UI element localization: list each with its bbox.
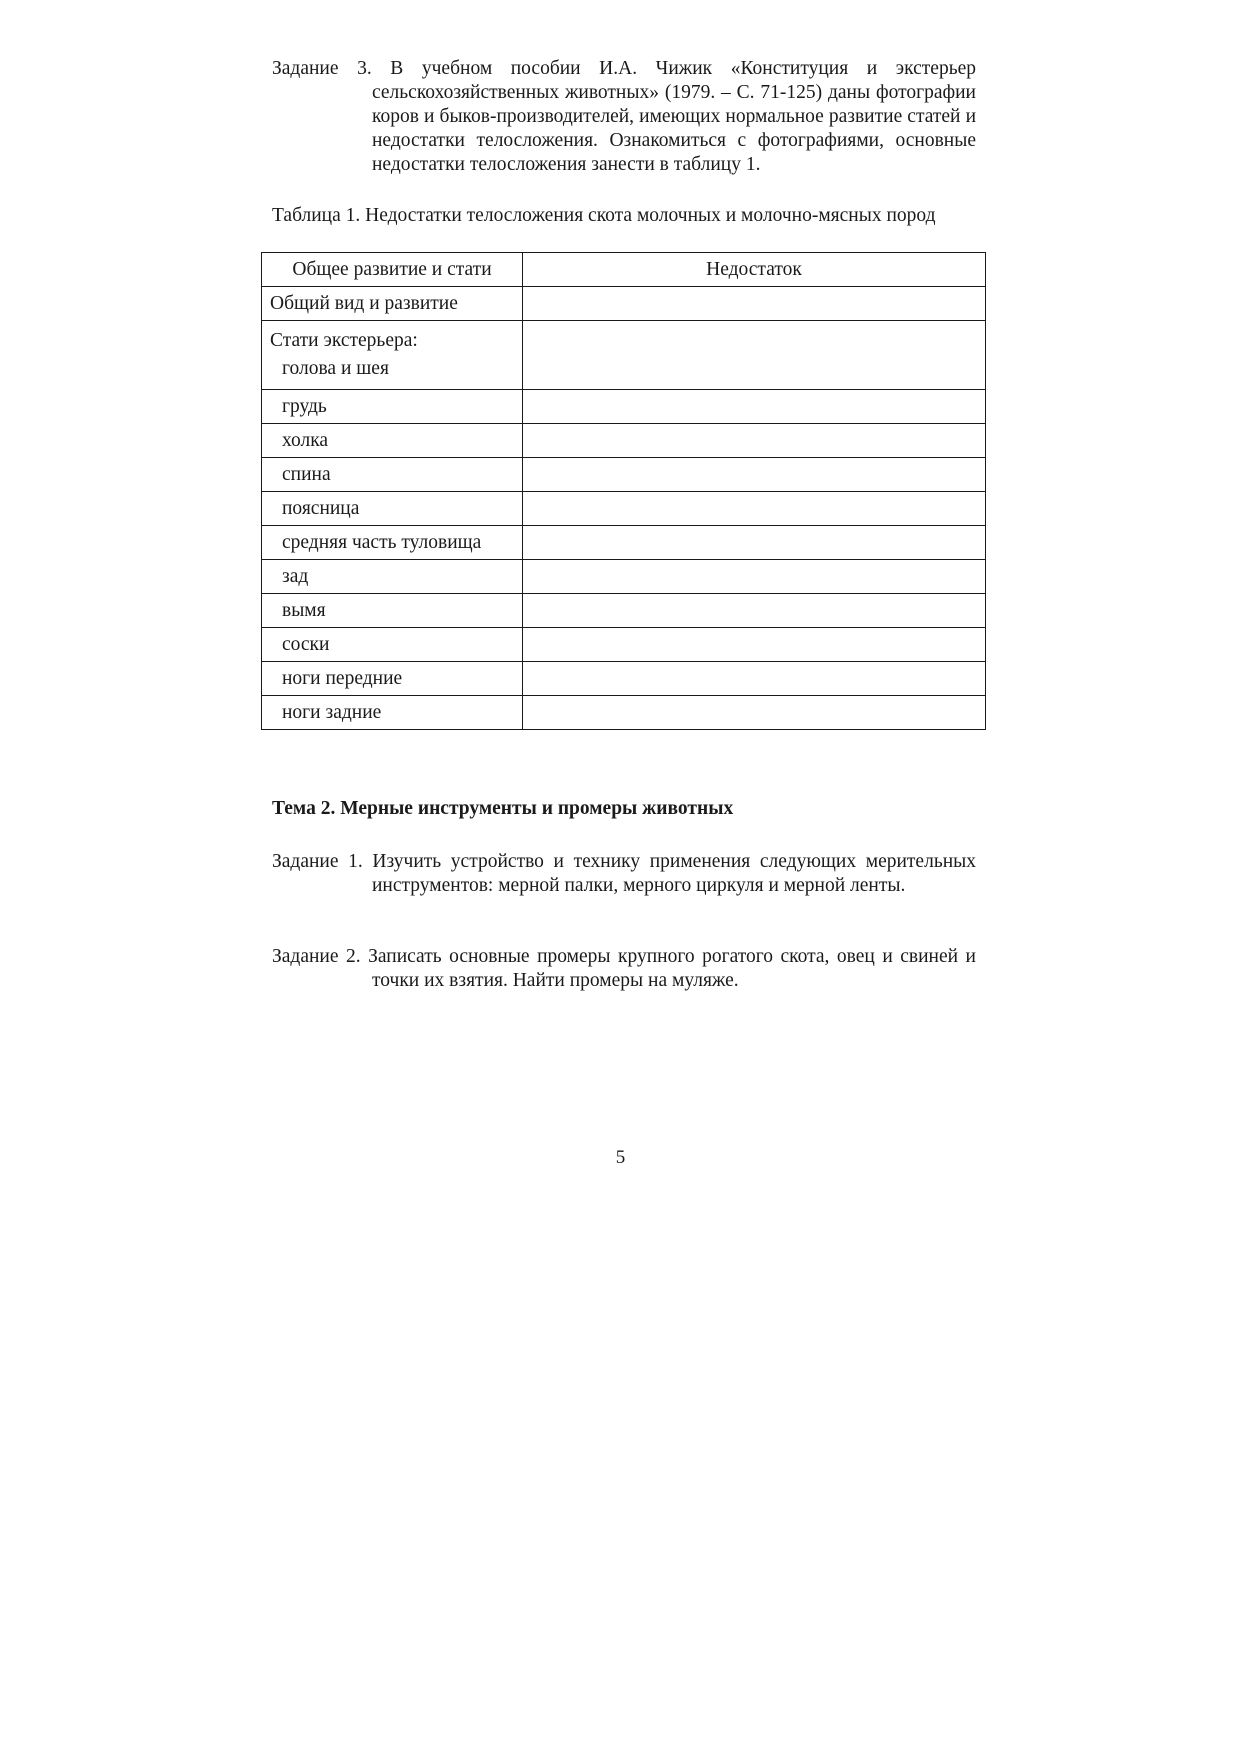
table-row <box>262 662 986 696</box>
row-deficiency-cell <box>523 492 986 526</box>
task-3-text: Задание 3. В учебном пособии И.А. Чижик «Конституция и экстерьер сельскохозяйственных животных» (1979. – С. 71-125) даны фотографии коров и быков-производителей, имеющих нормальное развитие статей и недостатки телосложения. Ознакомиться с фотографиями, основные недостатки телосложения занести в таблицу 1. <box>272 58 976 175</box>
row-deficiency-cell <box>523 560 986 594</box>
table-row <box>262 594 986 628</box>
row-label-general: Общий вид и развитие <box>262 287 523 321</box>
table-row <box>262 287 986 321</box>
topic-2-task-1-text: Задание 1. Изучить устройство и технику применения следующих мерительных инструментов: мерной палки, мерного циркуля и мерной ленты. <box>272 851 976 896</box>
table-row <box>262 560 986 594</box>
part-label: зад <box>262 560 523 594</box>
deficiency-table <box>261 252 986 730</box>
row-deficiency-cell <box>523 321 986 390</box>
part-label: ноги передние <box>262 662 523 696</box>
part-label: спина <box>262 458 523 492</box>
topic-2-task-2-text: Задание 2. Записать основные промеры крупного рогатого скота, овец и свиней и точки их взятия. Найти промеры на муляже. <box>272 946 976 991</box>
row-deficiency-cell <box>523 594 986 628</box>
table-caption: Таблица 1. Недостатки телосложения скота молочных и молочно-мясных пород <box>272 205 936 226</box>
row-deficiency-cell <box>523 287 986 321</box>
row-deficiency-cell <box>523 390 986 424</box>
topic-2-task-2 <box>272 945 976 993</box>
table-row <box>262 424 986 458</box>
table-row <box>262 526 986 560</box>
row-label-parts <box>262 321 523 390</box>
part-label: соски <box>262 628 523 662</box>
table-row <box>262 321 986 390</box>
table-row <box>262 628 986 662</box>
table-row <box>262 458 986 492</box>
row-deficiency-cell <box>523 526 986 560</box>
part-label: средняя часть туловища <box>262 526 523 560</box>
page-number: 5 <box>615 1147 626 1168</box>
header-deficiency: Недостаток <box>523 253 986 287</box>
task-3-paragraph <box>272 57 976 177</box>
row-deficiency-cell <box>523 424 986 458</box>
table-row <box>262 696 986 730</box>
part-label: грудь <box>262 390 523 424</box>
row-deficiency-cell <box>523 458 986 492</box>
part-label: поясница <box>262 492 523 526</box>
part-label: холка <box>262 424 523 458</box>
part-label: вымя <box>262 594 523 628</box>
part-label: голова и шея <box>282 358 389 379</box>
row-deficiency-cell <box>523 628 986 662</box>
row-deficiency-cell <box>523 696 986 730</box>
row-deficiency-cell <box>523 662 986 696</box>
table-header-row <box>262 253 986 287</box>
parts-label: Стати экстерьера: <box>270 330 418 351</box>
topic-2-task-1 <box>272 850 976 898</box>
table-row <box>262 390 986 424</box>
header-general-development: Общее развитие и стати <box>262 253 523 287</box>
topic-2-heading: Тема 2. Мерные инструменты и промеры животных <box>272 798 734 819</box>
part-label: ноги задние <box>262 696 523 730</box>
table-row <box>262 492 986 526</box>
